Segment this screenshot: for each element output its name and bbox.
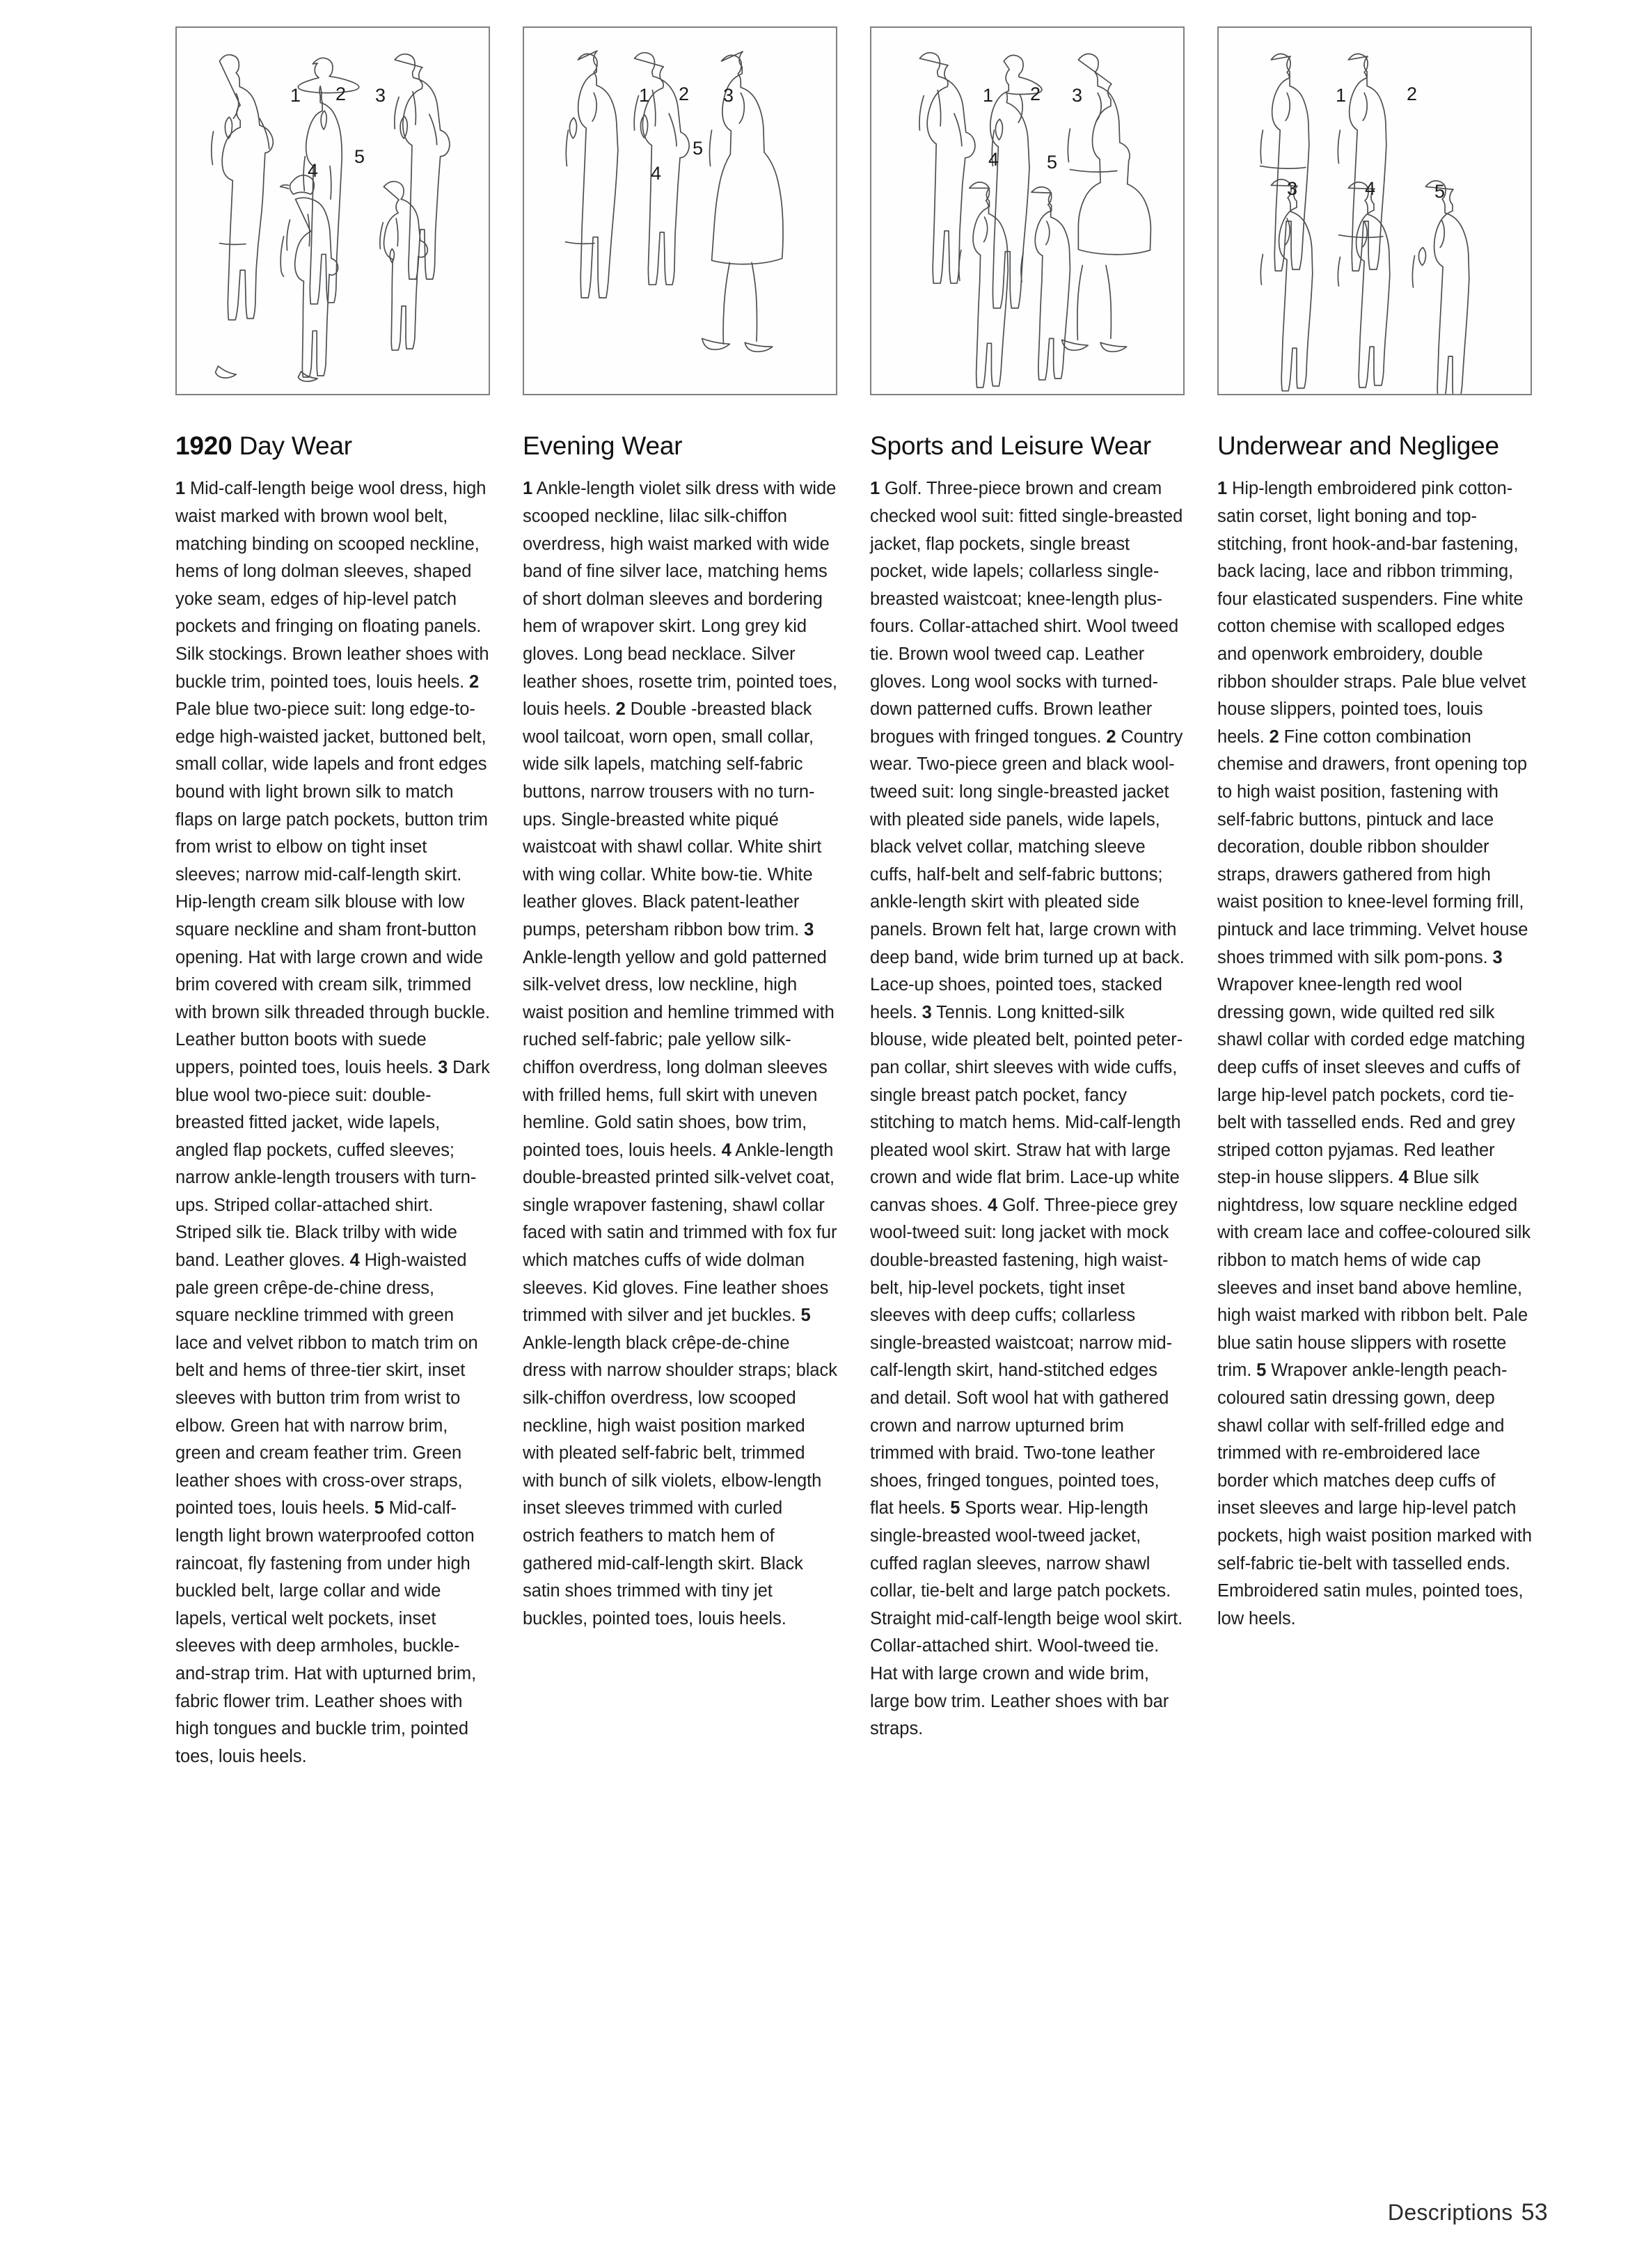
entry-number: 4	[1398, 1168, 1409, 1188]
entry-text: Ankle-length violet silk dress with wide scooped neckline, lilac silk-chiffon overdress, high waist marked with wide band of fine silver lace, matching hems of short dolman sleeves and bordering hem of wrapover skirt. Long grey kid gloves. Long bead necklace. Silver leather shoes, rosette trim, pointed toes, louis heels.	[523, 479, 837, 720]
description-columns	[175, 431, 1548, 2157]
figure-number-2: 2	[1030, 84, 1041, 104]
entry-number: 5	[1256, 1361, 1267, 1381]
entry-text: Pale blue two-piece suit: long edge-to-edge high-waisted jacket, buttoned belt, small collar, wide lapels and front edges bound with light brown silk to match flaps on large patch pockets, button trim from wrist to elbow on tight inset sleeves; narrow mid-calf-length skirt. Hip-length cream silk blouse with low square neckline and sham front-button opening. Hat with large crown and wide brim covered with cream silk, trimmed with brown silk threaded through buckle. Leather button boots with suede uppers, pointed toes, louis heels.	[175, 699, 491, 1077]
entry-text: Blue silk nightdress, low square neckline edged with cream lace and coffee-coloured silk ribbon to match hems of wide cap sleeves and inset band above hemline, high waist marked with ribbon belt. Pale blue satin house slippers with rosette trim.	[1217, 1168, 1531, 1381]
column-body-day-wear	[175, 475, 490, 1770]
entry-number: 3	[804, 919, 814, 939]
figure-number-1: 1	[639, 85, 650, 106]
figure-number-2: 2	[1407, 84, 1418, 104]
entry-text: High-waisted pale green crêpe-de-chine dress, square neckline trimmed with green lace and velvet ribbon to match trim on belt and hems of three-tier skirt, inset sleeves with button trim from wrist to elbow. Green hat with narrow brim, green and cream feather trim. Green leather shoes with cross-over straps, pointed toes, louis heels.	[175, 1251, 478, 1518]
sports-and-leisure-wear-plate	[870, 26, 1185, 395]
entry-text: Hip-length embroidered pink cotton-satin corset, light boning and top-stitching, front hook-and-bar fastening, back lacing, lace and ribbon trimming, four elasticated suspenders. Fine white cotton chemise with scalloped edges and openwork embroidery, double ribbon shoulder straps. Pale blue velvet house slippers, pointed toes, louis heels.	[1217, 479, 1526, 747]
entry-number: 3	[1492, 947, 1503, 967]
entry-text: Sports wear. Hip-length single-breasted wool-tweed jacket, cuffed raglan sleeves, narrow shawl collar, tie-belt and large patch pockets. Straight mid-calf-length beige wool skirt. Collar-attached shirt. Wool-tweed tie. Hat with large crown and wide brim, large bow trim. Leather shoes with bar straps.	[870, 1498, 1183, 1739]
entry-number: 2	[1106, 727, 1116, 747]
heading-text: Evening Wear	[523, 431, 683, 460]
figure-number-1: 1	[1336, 85, 1347, 106]
entry-number: 5	[800, 1306, 811, 1326]
entry-text: Golf. Three-piece brown and cream checked wool suit: fitted single-breasted jacket, flap pockets, single breast pocket, wide lapels; collarless single-breasted waistcoat; knee-length plus-fours. Collar-attached shirt. Wool tweed tie. Brown wool tweed cap. Leather gloves. Long wool socks with turned-down patterned cuffs. Brown leather brogues with fringed tongues.	[870, 479, 1183, 747]
footer-label: Descriptions	[1387, 2200, 1513, 2225]
entry-number: 5	[950, 1498, 960, 1518]
underwear-and-negligee-figures	[1219, 28, 1531, 394]
column-sports-and-leisure-wear	[870, 431, 1185, 2157]
entry-text: Fine cotton combination chemise and drawers, front opening top to high waist position, fastening with self-fabric buttons, pintuck and lace decoration, double ribbon shoulder straps, drawers gathered from high waist position to knee-level forming frill, pintuck and lace trimming. Velvet house shoes trimmed with silk pom-pons.	[1217, 727, 1528, 967]
column-underwear-and-negligee	[1217, 431, 1532, 2157]
illustration-strip	[175, 26, 1548, 395]
figure-number-3: 3	[1072, 85, 1083, 106]
figure-number-1: 1	[290, 85, 301, 106]
entry-number: 1	[175, 479, 186, 499]
heading-text: Sports and Leisure Wear	[870, 431, 1151, 460]
entry-number: 3	[922, 1002, 932, 1022]
entry-number: 1	[870, 479, 880, 499]
column-heading-sports-and-leisure-wear	[870, 431, 1218, 460]
entry-number: 2	[469, 672, 480, 692]
figure-number-3: 3	[723, 85, 734, 106]
entry-text: Mid-calf-length beige wool dress, high waist marked with brown wool belt, matching binding on scooped neckline, hems of long dolman sleeves, shaped yoke seam, edges of hip-level patch pockets and fringing on floating panels. Silk stockings. Brown leather shoes with buckle trim, pointed toes, louis heels.	[175, 479, 489, 692]
figure-number-3: 3	[375, 85, 386, 106]
entry-number: 4	[721, 1140, 731, 1160]
entry-text: Tennis. Long knitted-silk blouse, wide pleated belt, pointed peter-pan collar, shirt sleeves with wide cuffs, single breast patch pocket, fancy stitching to match hems. Mid-calf-length pleated wool skirt. Straw hat with large crown and wide flat brim. Lace-up white canvas shoes.	[870, 1002, 1183, 1215]
figure-number-5: 5	[1434, 181, 1446, 202]
evening-wear-figures	[524, 28, 836, 394]
figure-number-1: 1	[983, 85, 994, 106]
day-wear-plate	[175, 26, 490, 395]
column-body-underwear-and-negligee	[1217, 475, 1532, 1633]
figure-number-4: 4	[308, 160, 319, 181]
entry-text: Country wear. Two-piece green and black wool-tweed suit: long single-breasted jacket with pleated side panels, wide lapels, black velvet collar, matching sleeve cuffs, half-belt and self-fabric buttons; ankle-length skirt with pleated side panels. Brown felt hat, large crown with deep band, wide brim turned up at back. Lace-up shoes, pointed toes, stacked heels.	[870, 727, 1185, 1022]
entry-text: Wrapover knee-length red wool dressing gown, wide quilted red silk shawl collar with corded edge matching deep cuffs of inset sleeves and cuffs of large hip-level patch pockets, cord tie-belt with tasselled ends. Red and grey striped cotton pyjamas. Red leather step-in house slippers.	[1217, 975, 1526, 1188]
page-footer	[1388, 2199, 1548, 2226]
heading-text: Day Wear	[239, 431, 352, 460]
entry-text: Dark blue wool two-piece suit: double-breasted fitted jacket, wide lapels, angled flap pockets, cuffed sleeves; narrow ankle-length trousers with turn-ups. Striped collar-attached shirt. Striped silk tie. Black trilby with wide band. Leather gloves.	[175, 1057, 490, 1271]
underwear-and-negligee-plate	[1217, 26, 1532, 395]
heading-text: Underwear and Negligee	[1217, 431, 1499, 460]
figure-number-2: 2	[335, 84, 347, 104]
figure-number-5: 5	[693, 138, 704, 159]
column-evening-wear	[523, 431, 837, 2157]
column-body-evening-wear	[523, 475, 837, 1633]
column-heading-underwear-and-negligee	[1217, 431, 1565, 460]
entry-text: Golf. Three-piece grey wool-tweed suit: long jacket with mock double-breasted fastening, high waist-belt, hip-level pockets, tight inset sleeves with deep cuffs; collarless single-breasted waistcoat; narrow mid-calf-length skirt, hand-stitched edges and detail. Soft wool hat with gathered crown and narrow upturned brim trimmed with braid. Two-tone leather shoes, fringed tongues, pointed toes, flat heels.	[870, 1195, 1178, 1518]
column-body-sports-and-leisure-wear	[870, 475, 1185, 1743]
day-wear-figures	[177, 28, 489, 394]
entry-number: 2	[1269, 727, 1279, 747]
figure-number-4: 4	[988, 149, 999, 170]
figure-number-5: 5	[354, 146, 365, 167]
year-label: 1920	[175, 431, 232, 460]
entry-number: 4	[349, 1251, 360, 1271]
column-day-wear	[175, 431, 490, 2157]
figure-number-5: 5	[1047, 152, 1058, 173]
entry-number: 4	[988, 1195, 998, 1215]
entry-text: Ankle-length black crêpe-de-chine dress with narrow shoulder straps; black silk-chiffon overdress, low scooped neckline, high waist position marked with pleated self-fabric belt, trimmed with bunch of silk violets, elbow-length inset sleeves trimmed with curled ostrich feathers to match hem of gathered mid-calf-length skirt. Black satin shoes trimmed with tiny jet buckles, pointed toes, louis heels.	[523, 1333, 837, 1628]
entry-text: Mid-calf-length light brown waterproofed cotton raincoat, fly fastening from under high buckled belt, large collar and wide lapels, vertical welt pockets, inset sleeves with deep armholes, buckle-and-strap trim. Hat with upturned brim, fabric flower trim. Leather shoes with high tongues and buckle trim, pointed toes, louis heels.	[175, 1498, 477, 1766]
entry-text: Wrapover ankle-length peach-coloured satin dressing gown, deep shawl collar with self-frilled edge and trimmed with re-embroidered lace border which matches deep cuffs of inset sleeves and large hip-level patch pockets, high waist position marked with self-fabric tie-belt with tasselled ends. Embroidered satin mules, pointed toes, low heels.	[1217, 1361, 1532, 1628]
entry-number: 3	[438, 1057, 448, 1077]
figure-number-2: 2	[679, 84, 690, 104]
sports-and-leisure-wear-figures	[871, 28, 1183, 394]
column-heading-evening-wear	[523, 431, 837, 460]
figure-number-4: 4	[1365, 178, 1376, 199]
entry-number: 5	[374, 1498, 384, 1518]
entry-text: Double -breasted black wool tailcoat, worn open, small collar, wide silk lapels, matching self-fabric buttons, narrow trousers with no turn-ups. Single-breasted white piqué waistcoat with shawl collar. White shirt with wing collar. White bow-tie. White leather gloves. Black patent-leather pumps, petersham ribbon bow trim.	[523, 699, 822, 939]
entry-number: 1	[1217, 479, 1228, 499]
evening-wear-plate	[523, 26, 837, 395]
page-number: 53	[1521, 2199, 1548, 2226]
column-heading-day-wear	[175, 431, 490, 460]
figure-number-4: 4	[651, 163, 662, 184]
entry-text: Ankle-length double-breasted printed silk-velvet coat, single wrapover fastening, shawl collar faced with satin and trimmed with fox fur which matches cuffs of wide dolman sleeves. Kid gloves. Fine leather shoes trimmed with silver and jet buckles.	[523, 1140, 837, 1326]
entry-number: 1	[523, 479, 533, 499]
entry-text: Ankle-length yellow and gold patterned silk-velvet dress, low neckline, high waist position and hemline trimmed with ruched self-fabric; pale yellow silk-chiffon overdress, long dolman sleeves with frilled hems, full skirt with uneven hemline. Gold satin shoes, bow trim, pointed toes, louis heels.	[523, 947, 835, 1160]
entry-number: 2	[615, 699, 626, 720]
figure-number-3: 3	[1287, 178, 1298, 199]
